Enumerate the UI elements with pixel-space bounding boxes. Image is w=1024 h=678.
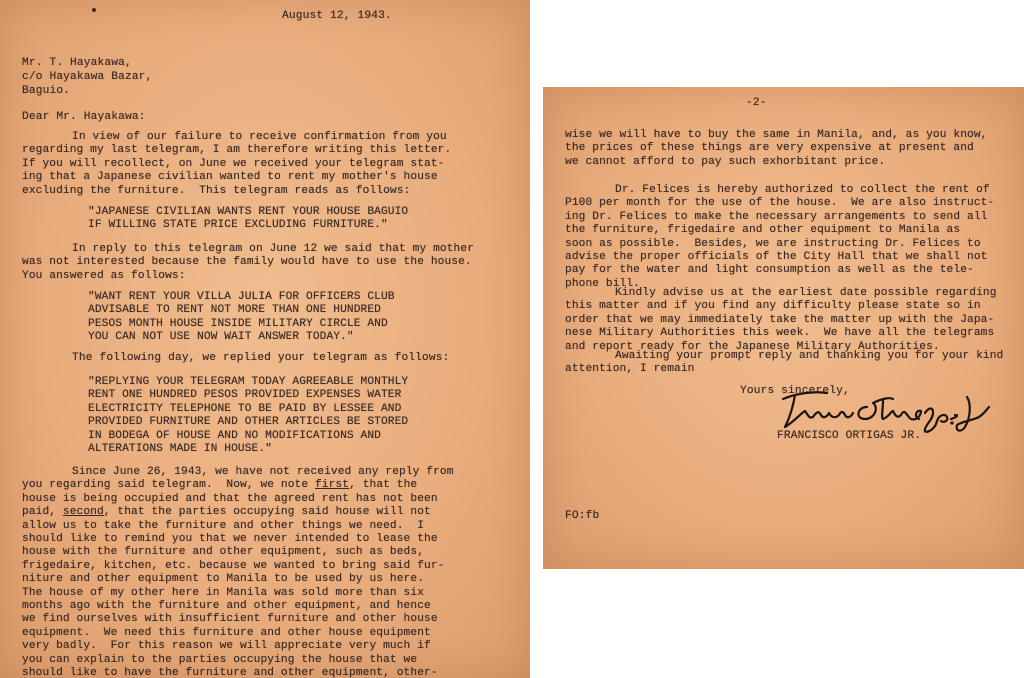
text-segment: you regarding said telegram. Now, we note: [22, 479, 315, 492]
text-line: you can explain to the parties occupying the house that we: [22, 653, 418, 666]
text-segment: paid,: [22, 506, 63, 519]
text-line: nese Military Authorities this week. We have all the telegrams: [565, 327, 995, 340]
text-line: advise the proper officials of the City Hall that we shall not: [565, 251, 988, 264]
text-line: [22, 479, 454, 492]
text-line: niture and other equipment to Manila to be used by us here.: [22, 573, 425, 586]
text-line: house is being occupied and that the agreed rent has not been: [22, 492, 438, 505]
paragraph-2: [22, 243, 474, 283]
text-line: allow us to take the furniture and other things we need. I: [22, 519, 425, 532]
text-line: pay for the water and light consumption as well as the tele-: [565, 264, 974, 277]
underlined-word: first: [314, 479, 350, 492]
text-line: IF WILLING STATE PRICE EXCLUDING FURNITURE.": [88, 219, 388, 232]
text-line: excluding the furniture. This telegram reads as follows:: [22, 184, 411, 197]
salutation: Dear Mr. Hayakawa:: [22, 111, 146, 123]
text-line: Dr. Felices is hereby authorized to collect the rent of: [615, 184, 990, 196]
recipient-city: Baguio.: [22, 85, 71, 97]
text-line: ALTERATIONS MADE IN HOUSE.": [88, 443, 272, 456]
text-line: P100 per month for the use of the house. We are also instruct-: [565, 197, 995, 210]
paragraph-3: The following day, we replied your telegram as follows:: [72, 352, 450, 364]
text-segment: , that the: [349, 479, 418, 492]
text-line: months ago with the furniture and other equipment, and hence: [22, 600, 431, 613]
text-line: regarding my last telegram, I am therefore writing this letter.: [22, 144, 452, 157]
text-line: Since June 26, 1943, we have not received any reply from: [72, 466, 454, 478]
text-line: You answered as follows:: [22, 269, 186, 282]
handwritten-signature: [775, 377, 1000, 437]
recipient-care-of: c/o Hayakawa Bazar,: [22, 71, 153, 83]
letter-page-2: [543, 87, 1024, 569]
text-line: ADVISABLE TO RENT NOT MORE THAN ONE HUNDRED: [88, 304, 381, 317]
underlined-word: second: [62, 506, 104, 519]
text-line: wise we will have to buy the same in Manila, and, as you know,: [565, 129, 988, 141]
text-line: the prices of these things are very expensive at present and: [565, 142, 974, 155]
text-line: house with the furniture and other equipment, such as beds,: [22, 546, 425, 559]
text-line: PROVIDED FURNITURE AND OTHER ARTICLES BE STORED: [88, 416, 409, 429]
typist-initials: FO:fb: [565, 510, 600, 522]
letter-date: August 12, 1943.: [282, 10, 392, 22]
paragraph-advise: [565, 287, 997, 354]
text-line: IN BODEGA OF HOUSE AND NO MODIFICATIONS AND: [88, 429, 381, 442]
paragraph-authorization: [565, 184, 994, 291]
text-line: phone bill.: [565, 277, 640, 290]
text-line: order that we may immediately take the matter up with the Japa-: [565, 313, 995, 326]
text-line: ing that a Japanese civilian wanted to rent my mother's house: [22, 171, 438, 184]
text-line: ing Dr. Felices to make the necessary arrangements to send all: [565, 210, 988, 223]
text-line: the furniture, frigedaire and other equipment to Manila as: [565, 224, 961, 237]
text-line: YOU CAN NOT USE NOW WAIT ANSWER TODAY.": [88, 331, 354, 344]
text-line: [22, 506, 454, 519]
typed-signature-name: FRANCISCO ORTIGAS JR.: [777, 430, 922, 442]
recipient-name: Mr. T. Hayakawa,: [22, 57, 132, 69]
text-line: was not interested because the family would have to use the house.: [22, 256, 472, 269]
telegram-quote-1: [88, 206, 408, 233]
text-line: "REPLYING YOUR TELEGRAM TODAY AGREEABLE MONTHLY: [88, 376, 409, 388]
text-line: In view of our failure to receive confirmation from you: [72, 131, 447, 143]
text-line: ELECTRICITY TELEPHONE TO BE PAID BY LESSEE AND: [88, 402, 402, 415]
text-line: Awaiting your prompt reply and thanking you for your kind: [615, 350, 1004, 362]
text-line: The house of my other here in Manila was sold more than six: [22, 586, 425, 599]
paragraph-4: [22, 466, 454, 678]
text-line: RENT ONE HUNDRED PESOS PROVIDED EXPENSES WATER: [88, 389, 402, 402]
telegram-quote-2: [88, 291, 395, 345]
text-line: we find ourselves with insufficient furniture and other house: [22, 613, 438, 626]
text-line: PESOS MONTH HOUSE INSIDE MILITARY CIRCLE AND: [88, 317, 388, 330]
telegram-quote-3: [88, 376, 408, 456]
text-line: attention, I remain: [565, 363, 695, 376]
page-number: -2-: [746, 97, 767, 109]
text-line: should like to remind you that we never intended to lease the: [22, 533, 438, 546]
text-line: this matter and if you find any difficulty please state so in: [565, 300, 981, 313]
text-segment: , that the parties occupying said house will not: [103, 506, 431, 519]
text-line: "JAPANESE CIVILIAN WANTS RENT YOUR HOUSE BAGUIO: [88, 206, 409, 218]
text-line: If you will recollect, on June we received your telegram stat-: [22, 157, 445, 170]
text-line: should like to have the furniture and other equipment, other-: [22, 667, 438, 678]
text-line: very badly. For this reason we will appreciate very much if: [22, 640, 431, 653]
text-line: frigedaire, kitchen, etc. because we wanted to bring said fur-: [22, 559, 445, 572]
text-line: we cannot afford to pay such exhorbitant price.: [565, 155, 886, 168]
text-line: and report ready for the Japanese Military Authorities.: [565, 340, 940, 353]
complimentary-close: Yours sincerely,: [740, 385, 850, 397]
text-line: In reply to this telegram on June 12 we said that my mother: [72, 243, 475, 255]
text-line: "WANT RENT YOUR VILLA JULIA FOR OFFICERS CLUB: [88, 291, 395, 303]
paragraph-1: [22, 131, 451, 198]
ink-dot: [92, 8, 96, 12]
text-line: soon as possible. Besides, we are instructing Dr. Felices to: [565, 237, 981, 250]
paragraph-closing: [565, 350, 1003, 377]
paragraph-continued: [565, 129, 987, 169]
text-line: equipment. We need this furniture and other house equipment: [22, 626, 431, 639]
text-line: Kindly advise us at the earliest date possible regarding: [615, 287, 997, 299]
